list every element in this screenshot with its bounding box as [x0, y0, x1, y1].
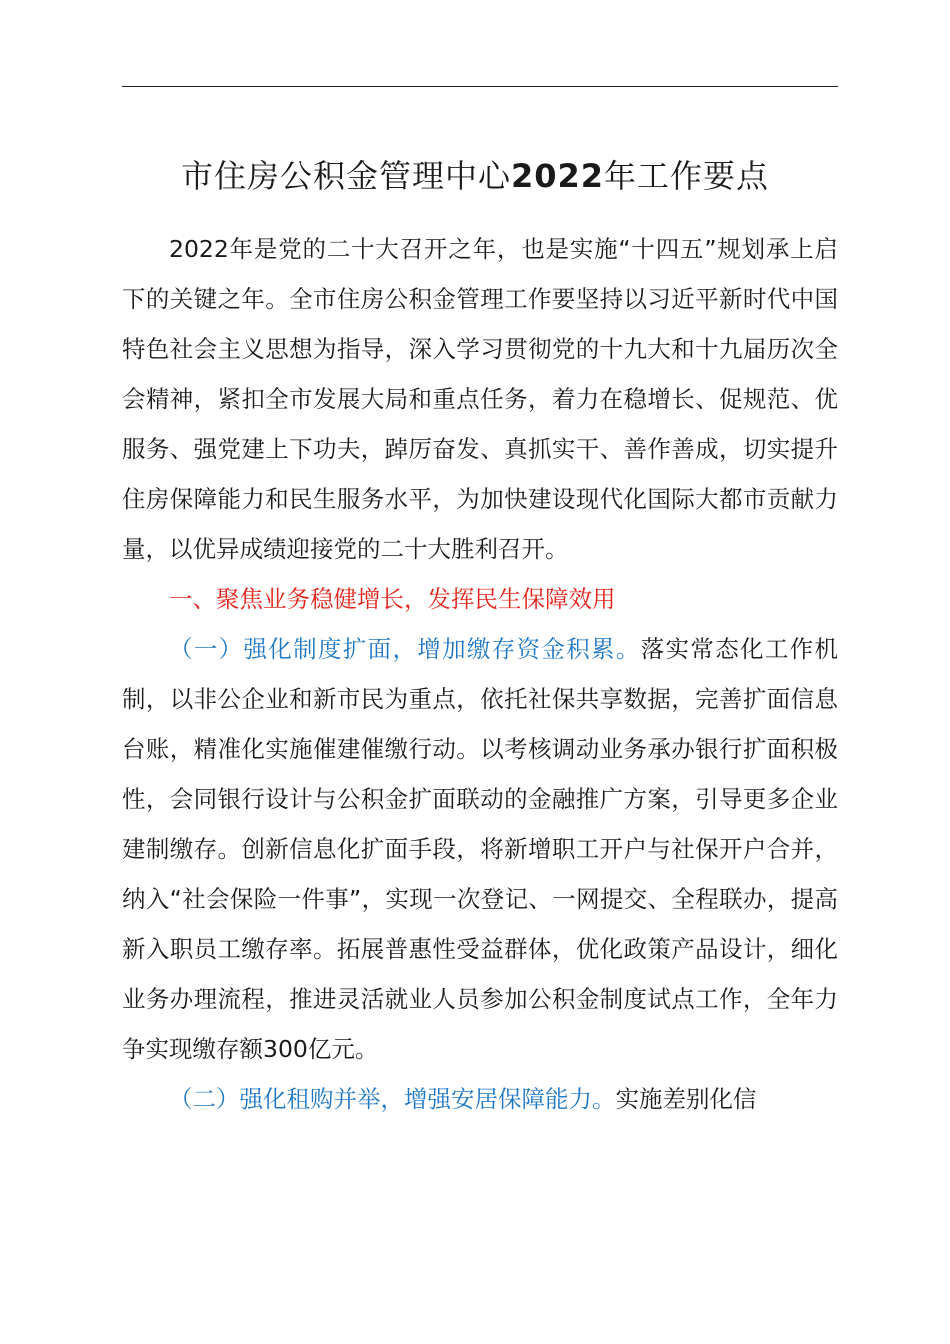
title-suffix: 年工作要点: [604, 157, 770, 195]
item-1-paragraph: [122, 624, 838, 1074]
title-prefix: 市住房公积金管理中心: [180, 157, 511, 195]
section-1-heading: 一、聚焦业务稳健增长，发挥民生保障效用: [169, 585, 616, 613]
document-body: [122, 224, 838, 1124]
item-1-body: 落实常态化工作机制，以非公企业和新市民为重点，依托社保共享数据，完善扩面信息台账，精准化实施催建催缴行动。以考核调动业务承办银行扩面积极性，会同银行设计与公积金扩面联动的金融推广方案，引导更多企业建制缴存。创新信息化扩面手段，将新增职工开户与社保开户合并，纳入“社会保险一件事”，实现一次登记、一网提交、全程联办，提高新入职员工缴存率。拓展普惠性受益群体，优化政策产品设计，细化业务办理流程，推进灵活就业人员参加公积金制度试点工作，全年力争实现缴存额300亿元。: [122, 635, 839, 1063]
intro-paragraph: 2022年是党的二十大召开之年，也是实施“十四五”规划承上启下的关键之年。全市住房公积金管理工作要坚持以习近平新时代中国特色社会主义思想为指导，深入学习贯彻党的十九大和十九届历次全会精神，紧扣全市发展大局和重点任务，着力在稳增长、促规范、优服务、强党建上下功夫，踔厉奋发、真抓实干、善作善成，切实提升住房保障能力和民生服务水平，为加快建设现代化国际大都市贡献力量，以优异成绩迎接党的二十大胜利召开。: [122, 235, 838, 563]
document-title: [0, 148, 950, 204]
item-2-paragraph: [122, 1074, 838, 1124]
title-year: 2022: [510, 157, 605, 195]
item-2-body: 实施差别化信: [615, 1085, 757, 1113]
header-rule: [122, 86, 838, 87]
item-1-heading: （一）强化制度扩面，增加缴存资金积累。: [169, 635, 641, 663]
item-2-heading: （二）强化租购并举，增强安居保障能力。: [169, 1085, 616, 1113]
